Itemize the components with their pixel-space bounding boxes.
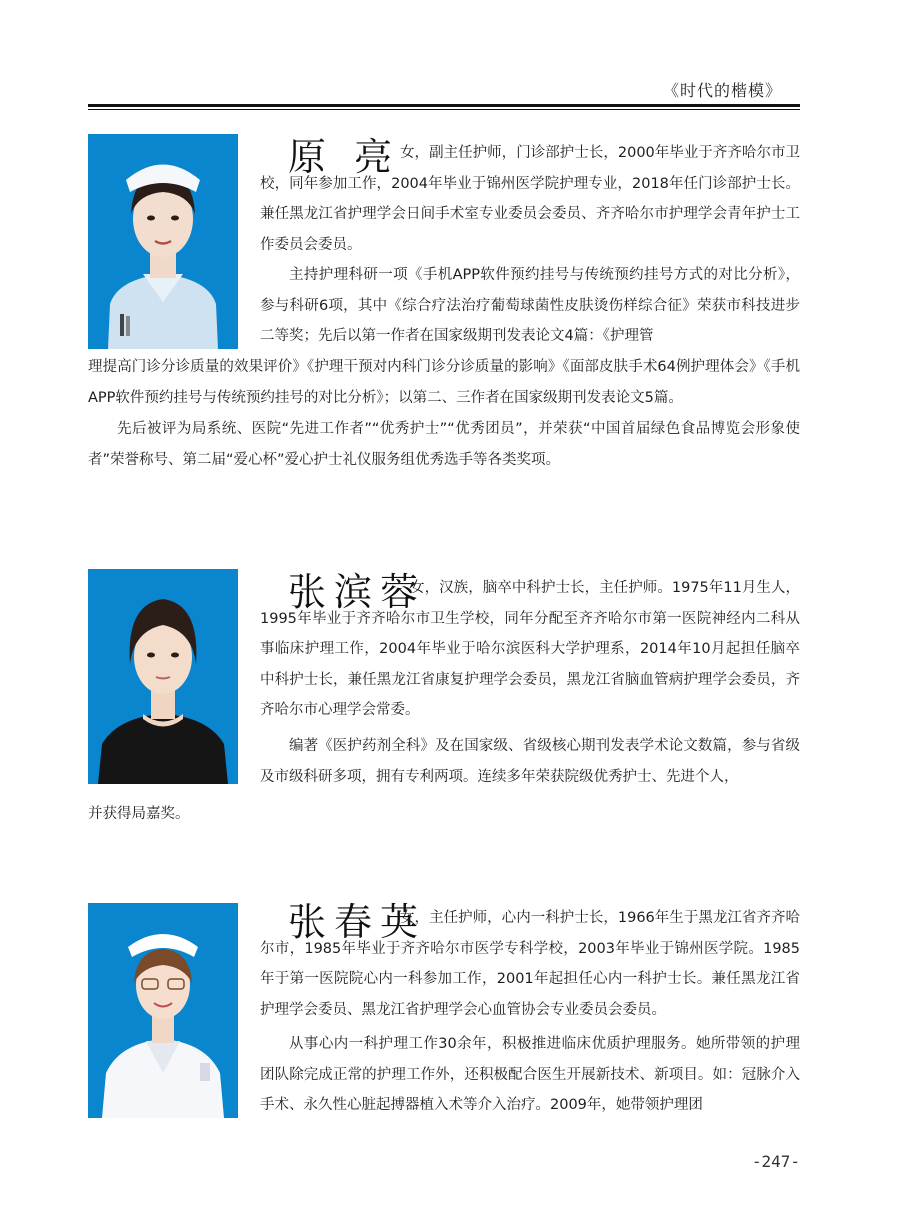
person-name: 原 亮	[288, 135, 401, 179]
intro-paragraph: 女，副主任护师，门诊部护士长，2000年毕业于齐齐哈尔市卫校，同年参加工作，2004年毕业于锦州医学院护理专业，2018年任门诊部护士长。兼任黑龙江省护理学会日间手术室专业委员会委员、齐齐哈尔市护理学会青年护士工作委员会委员。	[260, 145, 800, 253]
page-number: -247-	[751, 1152, 800, 1171]
publications-paragraph: 编著《医护药剂全科》及在国家级、省级核心期刊发表学术论文数篇，参与省级及市级科研多项，拥有专利两项。连续多年荣获院级优秀护士、先进个人，	[260, 738, 800, 785]
person-name: 张滨蓉	[288, 570, 427, 614]
person-name: 张春英	[288, 900, 427, 944]
running-header-title: 《时代的楷模》	[662, 81, 782, 100]
profile-yuan-liang	[88, 134, 800, 494]
work-paragraph: 从事心内一科护理工作30余年，积极推进临床优质护理服务。她所带领的护理团队除完成正常的护理工作外，还积极配合医生开展新技术、新项目。如：冠脉介入手术、永久性心脏起搏器植入术等介入治疗。2009年，她带领护理团	[260, 1036, 800, 1113]
portrait-photo	[88, 569, 238, 784]
intro-paragraph: 女，主任护师，心内一科护士长，1966年生于黑龙江省齐齐哈尔市，1985年毕业于齐齐哈尔市医学专科学校，2003年毕业于锦州医学院。1985年于第一医院院心内一科参加工作，2001年起担任心内一科护士长。兼任黑龙江省护理学会委员、黑龙江省护理学会心血管协会专业委员会委员。	[260, 910, 800, 1018]
intro-paragraph: 女，汉族，脑卒中科护士长，主任护师。1975年11月生人，1995年毕业于齐齐哈尔市卫生学校，同年分配至齐齐哈尔市第一医院神经内二科从事临床护理工作，2004年毕业于哈尔滨医科大学护理系，2014年10月起担任脑卒中科护士长，兼任黑龙江省康复护理学会委员，黑龙江省脑血管病护理学会委员，齐齐哈尔市心理学会常委。	[260, 580, 800, 718]
header-rule-thin	[88, 109, 800, 110]
awards-paragraph: 先后被评为局系统、医院“先进工作者”“优秀护士”“优秀团员”，并荣获“中国首届绿色食品博览会形象使者”荣誉称号、第二届“爱心杯”爱心护士礼仪服务组优秀选手等各类奖项。	[88, 421, 800, 468]
publications-paragraph-continued: 并获得局嘉奖。	[88, 806, 190, 822]
header-rule-thick	[88, 104, 800, 107]
portrait-photo	[88, 134, 238, 349]
portrait-photo	[88, 903, 238, 1118]
profile-zhang-chunying	[88, 900, 800, 1128]
profile-zhang-binrong	[88, 569, 800, 829]
research-paragraph: 主持护理科研一项《手机APP软件预约挂号与传统预约挂号方式的对比分析》，参与科研6项，其中《综合疗法治疗葡萄球菌性皮肤烫伤样综合征》荣获市科技进步二等奖；先后以第一作者在国家级期刊发表论文4篇：《护理管	[260, 267, 800, 344]
research-paragraph-continued: 理提高门诊分诊质量的效果评价》《护理干预对内科门诊分诊质量的影响》《面部皮肤手术64例护理体会》《手机APP软件预约挂号与传统预约挂号的对比分析》；以第二、三作者在国家级期刊发表论文5篇。	[88, 359, 800, 406]
